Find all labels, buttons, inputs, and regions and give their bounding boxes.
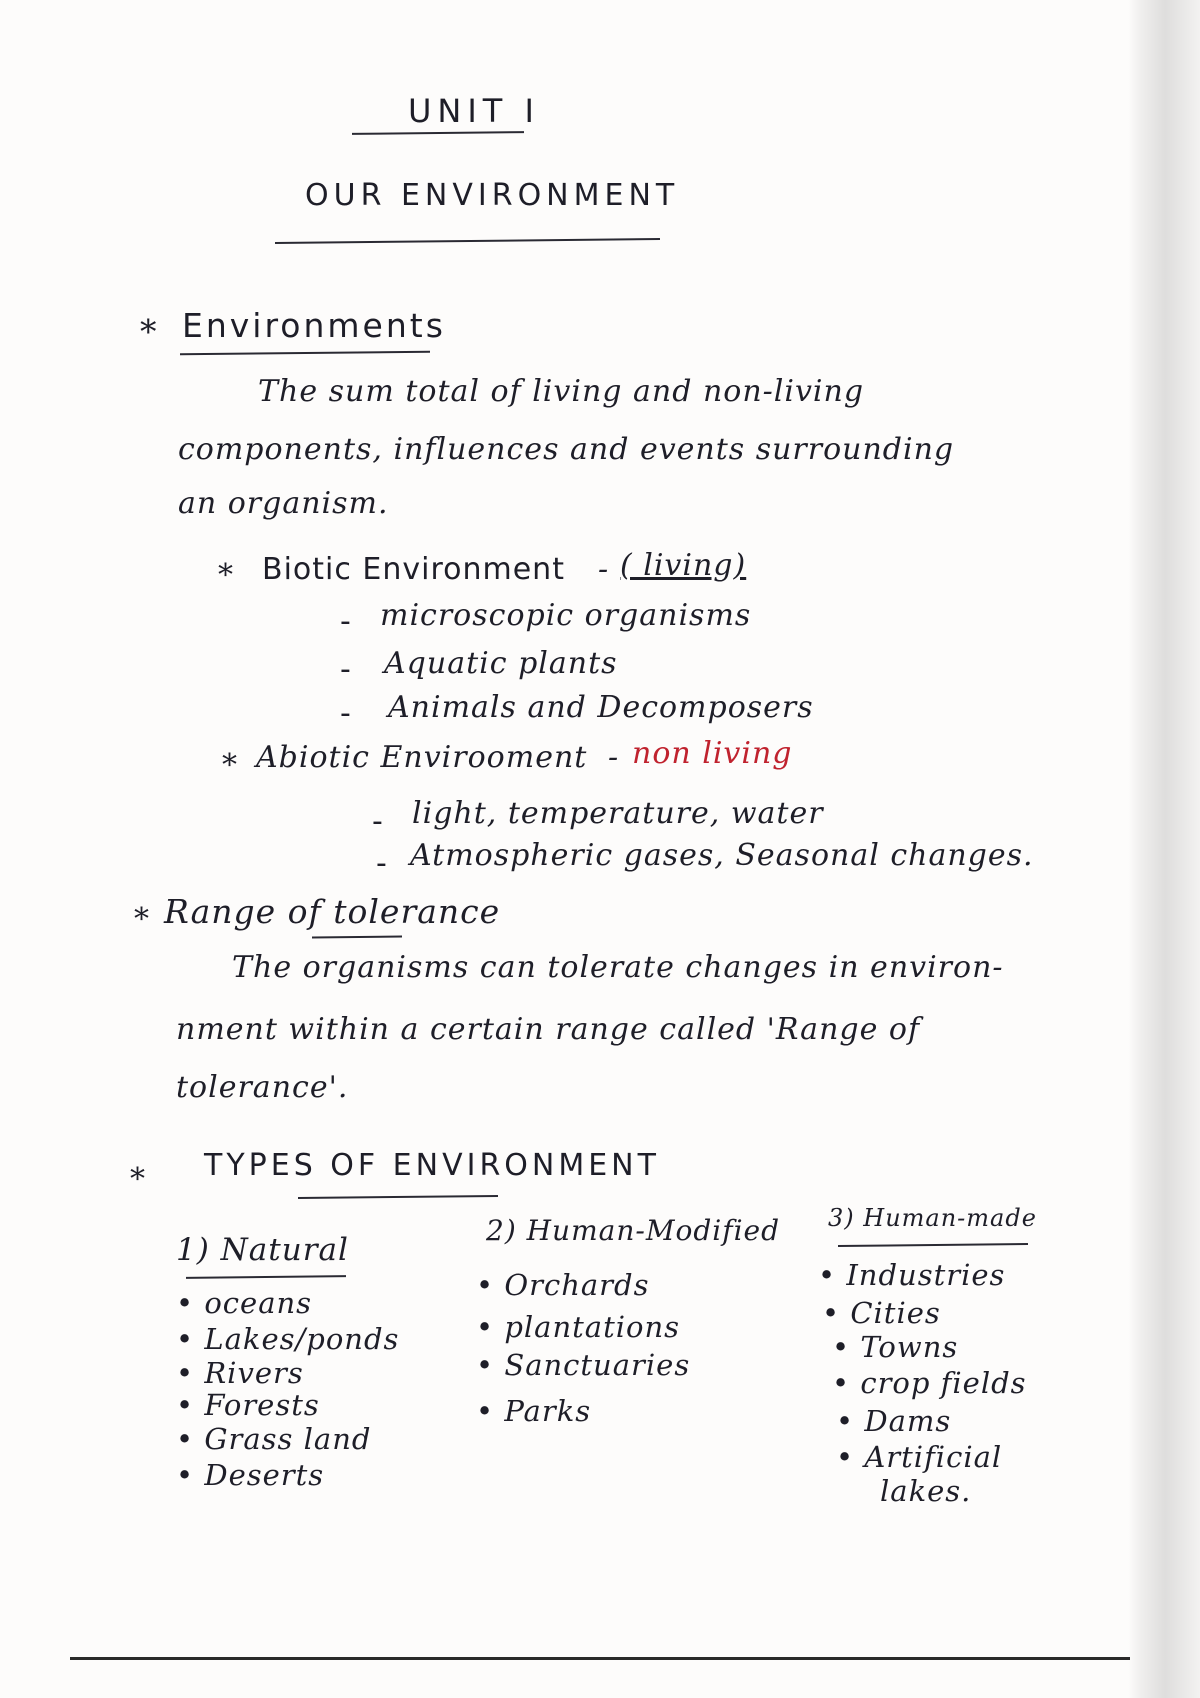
column-title-underline [186,1275,346,1279]
column-item: • plantations [476,1310,681,1344]
biotic-item: microscopic organisms [380,598,752,633]
tolerance-line-2: nment within a certain range called 'Range of [176,1012,921,1047]
biotic-note: ( living) [620,548,747,583]
column-item: • Lakes/ponds [176,1322,400,1356]
chapter-title: OUR ENVIRONMENT [305,178,680,213]
tolerance-line-3: tolerance'. [176,1070,349,1105]
environments-underline [180,351,430,356]
dash-bullet: - [340,604,351,639]
types-underline [298,1195,498,1199]
definition-line-2: components, influences and events surrounding [178,432,955,467]
biotic-item: Aquatic plants [384,646,618,681]
column-item: • Cities [822,1296,941,1330]
biotic-label: Biotic Environment [262,552,565,587]
tolerance-underline [312,936,402,939]
biotic-item: Animals and Decomposers [388,690,814,725]
unit-title-underline [352,131,524,135]
column-title: 2) Human-Modified [486,1214,781,1247]
column-item: • oceans [176,1286,313,1320]
column-item: • Artificial [836,1440,1003,1474]
star-bullet: * [222,748,238,783]
column-title: 3) Human-made [828,1204,1037,1232]
unit-title: UNIT I [408,92,540,130]
definition-line-1: The sum total of living and non-living [258,374,865,409]
column-title-underline [838,1243,1028,1247]
dash-bullet: - [340,652,351,687]
dash-bullet: - [376,846,387,881]
types-heading: TYPES OF ENVIRONMENT [204,1148,660,1183]
abiotic-item: Atmospheric gases, Seasonal changes. [410,838,1034,873]
column-item: • Dams [836,1404,952,1438]
column-item: • Industries [818,1258,1006,1292]
star-bullet: * [218,558,234,593]
page-bottom-edge [70,1657,1130,1660]
column-item: • Orchards [476,1268,650,1302]
column-item: • Parks [476,1394,592,1428]
star-bullet: * [130,1162,146,1197]
tolerance-line-1: The organisms can tolerate changes in environ- [232,950,1004,985]
column-item-continued: lakes. [880,1474,972,1508]
column-item: • Grass land [176,1422,372,1456]
abiotic-label: Abiotic Envirooment [256,740,588,775]
column-item: • Towns [832,1330,959,1364]
definition-line-3: an organism. [178,486,389,521]
dash-bullet: - [340,696,351,731]
column-item: • Rivers [176,1356,304,1390]
abiotic-item: light, temperature, water [412,796,824,831]
environments-heading: Environments [182,306,446,345]
dash-bullet: - [372,804,383,839]
abiotic-dash: - [608,740,620,775]
tolerance-heading: Range of tolerance [164,892,501,931]
column-item: • Forests [176,1388,320,1422]
abiotic-note: non living [632,736,793,771]
star-bullet: * [134,902,150,937]
column-item: • crop fields [832,1366,1027,1400]
star-bullet: * [140,312,158,351]
column-title: 1) Natural [176,1232,349,1268]
biotic-dash: - [598,552,610,587]
chapter-title-underline [275,238,660,244]
column-item: • Sanctuaries [476,1348,691,1382]
column-item: • Deserts [176,1458,325,1492]
